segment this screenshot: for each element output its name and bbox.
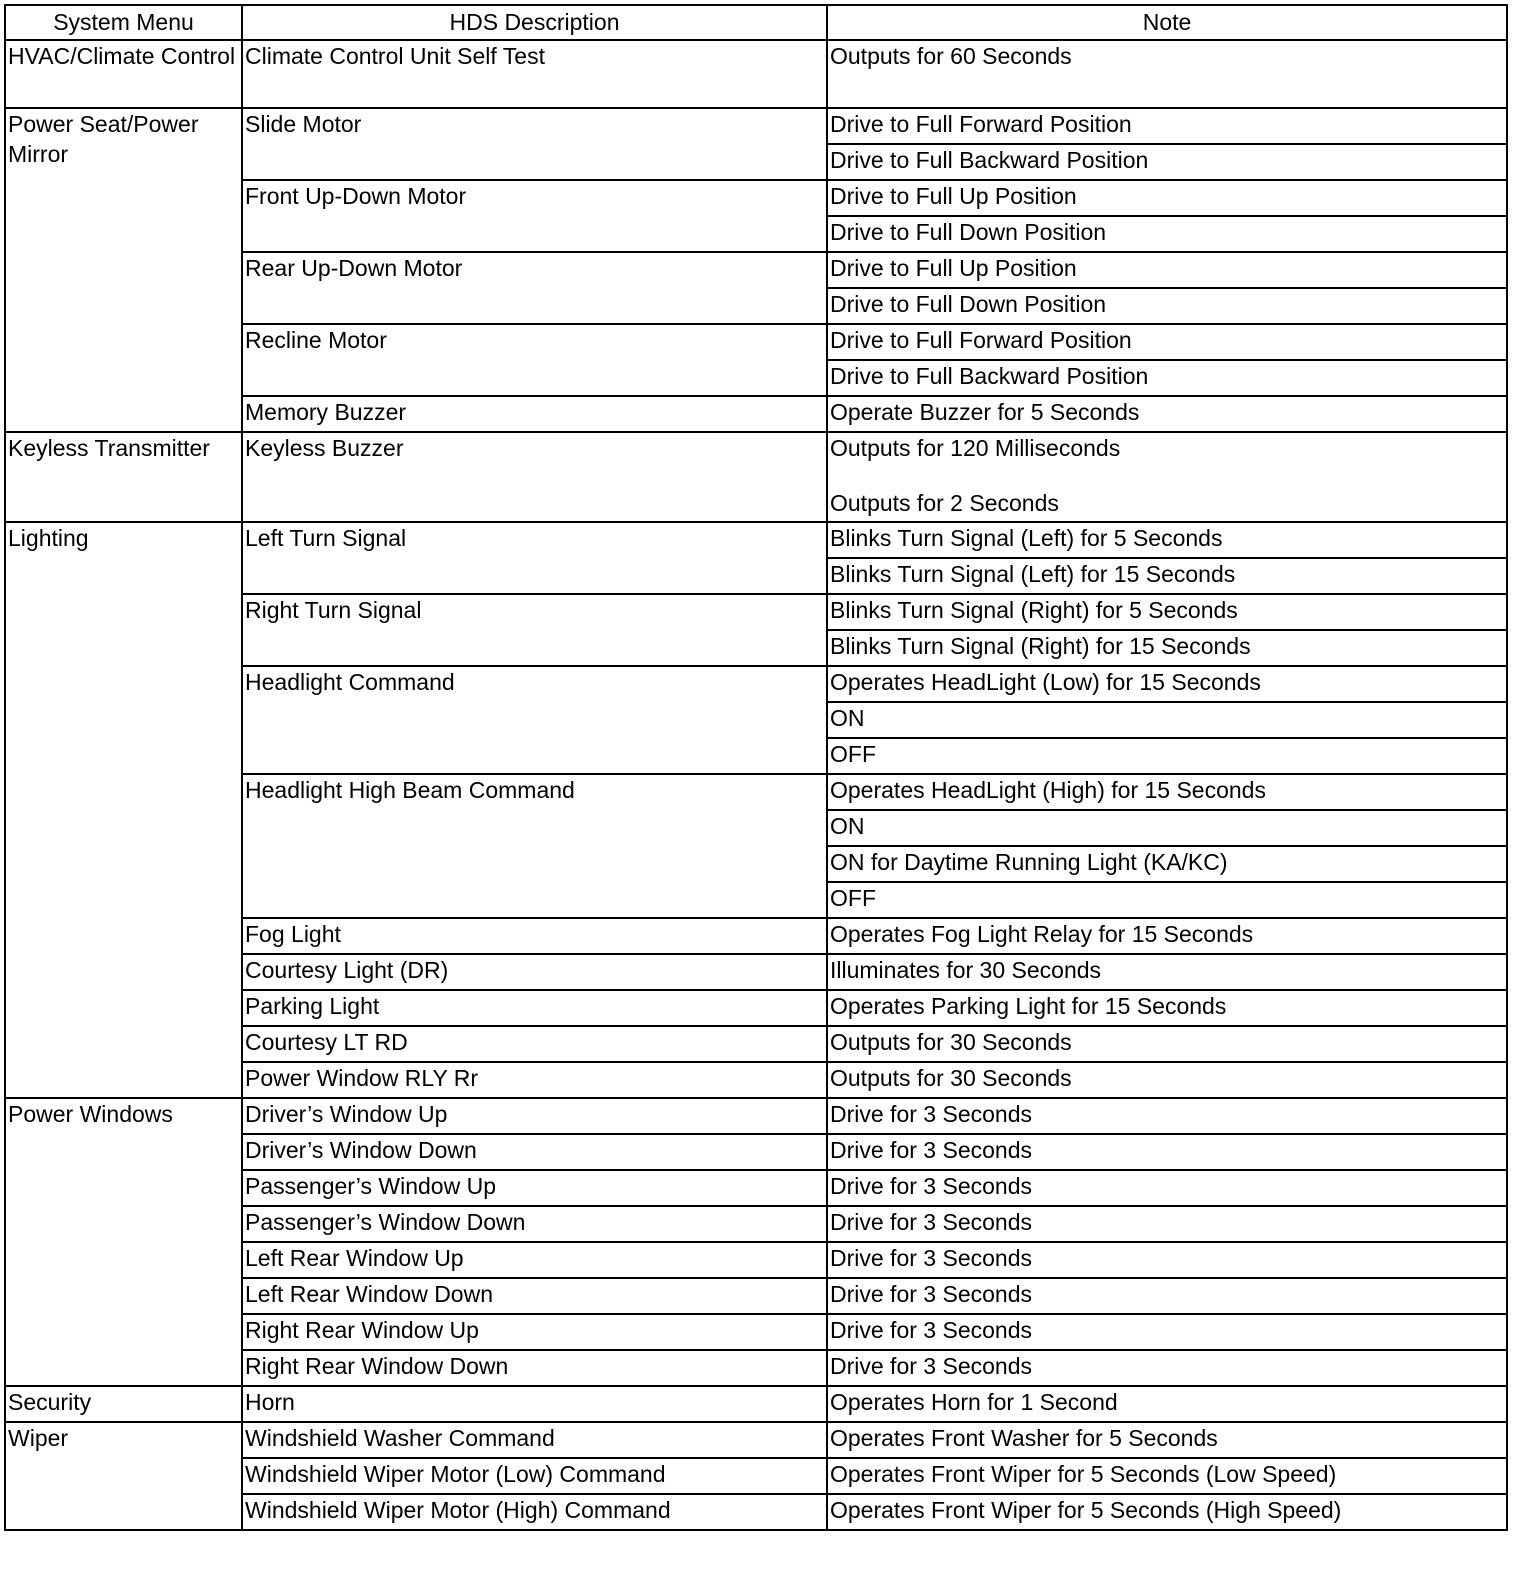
note-cell: Operates Parking Light for 15 Seconds <box>827 990 1507 1026</box>
note-cell <box>827 432 1507 522</box>
note-cell: Drive for 3 Seconds <box>827 1170 1507 1206</box>
hds-description-cell: Left Rear Window Down <box>242 1278 827 1314</box>
note-cell: Operates Front Wiper for 5 Seconds (Low Speed) <box>827 1458 1507 1494</box>
hds-description-cell: Headlight Command <box>242 666 827 774</box>
note-cell: Operates Horn for 1 Second <box>827 1386 1507 1422</box>
hds-description-cell: Passenger’s Window Down <box>242 1206 827 1242</box>
table-row <box>5 1098 1507 1134</box>
system-menu-cell: Wiper <box>5 1422 242 1530</box>
hds-description-cell: Windshield Wiper Motor (High) Command <box>242 1494 827 1530</box>
note-cell: Drive to Full Up Position <box>827 180 1507 216</box>
hds-description-cell: Slide Motor <box>242 108 827 180</box>
hds-description-cell: Right Rear Window Down <box>242 1350 827 1386</box>
note-cell: Operates Front Wiper for 5 Seconds (High Speed) <box>827 1494 1507 1530</box>
hds-description-cell: Memory Buzzer <box>242 396 827 432</box>
note-line: Outputs for 120 Milliseconds <box>830 435 1121 461</box>
note-cell: Illuminates for 30 Seconds <box>827 954 1507 990</box>
hds-description-cell: Driver’s Window Up <box>242 1098 827 1134</box>
hds-description-cell: Passenger’s Window Up <box>242 1170 827 1206</box>
hds-description-cell: Windshield Wiper Motor (Low) Command <box>242 1458 827 1494</box>
note-cell: Drive for 3 Seconds <box>827 1242 1507 1278</box>
hds-description-cell: Courtesy Light (DR) <box>242 954 827 990</box>
note-cell: Drive for 3 Seconds <box>827 1098 1507 1134</box>
table-row <box>5 1422 1507 1458</box>
hds-description-cell: Headlight High Beam Command <box>242 774 827 918</box>
note-cell: Outputs for 60 Seconds <box>827 40 1507 108</box>
hds-description-cell: Recline Motor <box>242 324 827 396</box>
note-cell: Operates Front Washer for 5 Seconds <box>827 1422 1507 1458</box>
note-cell: Drive to Full Forward Position <box>827 108 1507 144</box>
note-cell: Operate Buzzer for 5 Seconds <box>827 396 1507 432</box>
note-cell: OFF <box>827 882 1507 918</box>
header-row <box>5 5 1507 40</box>
hds-description-cell: Right Rear Window Up <box>242 1314 827 1350</box>
hds-description-cell: Front Up-Down Motor <box>242 180 827 252</box>
spacer <box>830 463 1504 488</box>
hds-test-table <box>4 4 1508 1531</box>
hds-description-cell: Left Turn Signal <box>242 522 827 594</box>
system-menu-cell: Power Windows <box>5 1098 242 1386</box>
hds-description-cell: Rear Up-Down Motor <box>242 252 827 324</box>
note-cell: ON for Daytime Running Light (KA/KC) <box>827 846 1507 882</box>
hds-description-cell: Fog Light <box>242 918 827 954</box>
note-cell: Drive for 3 Seconds <box>827 1278 1507 1314</box>
system-menu-cell: Keyless Transmitter <box>5 432 242 522</box>
note-cell: Drive to Full Backward Position <box>827 144 1507 180</box>
note-cell: Blinks Turn Signal (Left) for 15 Seconds <box>827 558 1507 594</box>
system-menu-cell: Lighting <box>5 522 242 1098</box>
note-cell: Drive for 3 Seconds <box>827 1134 1507 1170</box>
note-cell: Drive to Full Up Position <box>827 252 1507 288</box>
note-cell: ON <box>827 702 1507 738</box>
hds-description-cell: Courtesy LT RD <box>242 1026 827 1062</box>
note-cell: Outputs for 30 Seconds <box>827 1026 1507 1062</box>
system-menu-cell: Power Seat/Power Mirror <box>5 108 242 432</box>
table-row <box>5 40 1507 108</box>
note-cell: Drive to Full Forward Position <box>827 324 1507 360</box>
note-cell: Blinks Turn Signal (Right) for 15 Seconds <box>827 630 1507 666</box>
table-row <box>5 522 1507 558</box>
note-line: Outputs for 2 Seconds <box>830 490 1059 516</box>
hds-description-cell: Keyless Buzzer <box>242 432 827 522</box>
note-cell: Outputs for 30 Seconds <box>827 1062 1507 1098</box>
note-cell: Operates HeadLight (Low) for 15 Seconds <box>827 666 1507 702</box>
system-menu-cell: Security <box>5 1386 242 1422</box>
note-cell: Blinks Turn Signal (Right) for 5 Seconds <box>827 594 1507 630</box>
hds-description-cell: Power Window RLY Rr <box>242 1062 827 1098</box>
system-menu-cell: HVAC/Climate Control <box>5 40 242 108</box>
note-cell: ON <box>827 810 1507 846</box>
hds-description-cell: Windshield Washer Command <box>242 1422 827 1458</box>
note-cell: Drive for 3 Seconds <box>827 1314 1507 1350</box>
table-row <box>5 432 1507 522</box>
hds-description-cell: Parking Light <box>242 990 827 1026</box>
header-hds-description: HDS Description <box>242 5 827 40</box>
note-cell: Drive to Full Down Position <box>827 216 1507 252</box>
hds-description-cell: Horn <box>242 1386 827 1422</box>
note-cell: Blinks Turn Signal (Left) for 5 Seconds <box>827 522 1507 558</box>
hds-description-cell: Left Rear Window Up <box>242 1242 827 1278</box>
note-cell: Drive for 3 Seconds <box>827 1350 1507 1386</box>
note-cell: OFF <box>827 738 1507 774</box>
note-cell: Drive to Full Backward Position <box>827 360 1507 396</box>
header-system-menu: System Menu <box>5 5 242 40</box>
table-row <box>5 1386 1507 1422</box>
header-note: Note <box>827 5 1507 40</box>
table-row <box>5 108 1507 144</box>
note-cell: Drive for 3 Seconds <box>827 1206 1507 1242</box>
note-cell: Drive to Full Down Position <box>827 288 1507 324</box>
hds-description-cell: Right Turn Signal <box>242 594 827 666</box>
hds-description-cell: Climate Control Unit Self Test <box>242 40 827 108</box>
hds-description-cell: Driver’s Window Down <box>242 1134 827 1170</box>
note-cell: Operates HeadLight (High) for 15 Seconds <box>827 774 1507 810</box>
note-cell: Operates Fog Light Relay for 15 Seconds <box>827 918 1507 954</box>
